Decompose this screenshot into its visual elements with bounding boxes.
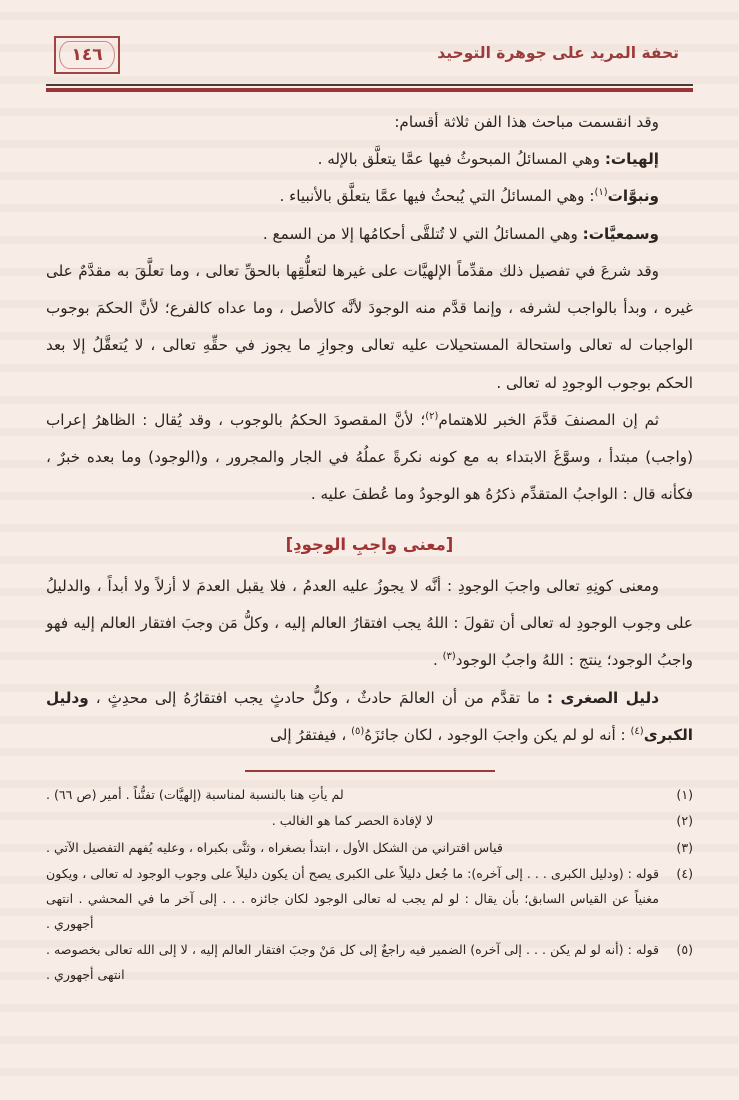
term-nubuwwat: ونبوَّات — [607, 187, 659, 206]
footnote-item — [46, 782, 693, 807]
footnote-ref-2[interactable]: (٢) — [425, 410, 439, 422]
running-title: تحفة المريد على جوهرة التوحيد — [437, 44, 679, 62]
paragraph-samiyyat — [46, 216, 693, 253]
term-dalil-sughra: دليل الصغرى : — [546, 688, 659, 707]
footnote-number: (١) — [676, 787, 693, 803]
footnote-item — [46, 835, 693, 860]
footnote-ref-4[interactable]: (٤) — [630, 725, 644, 737]
header-rule-thick — [46, 88, 693, 92]
page-number-frame — [54, 36, 120, 74]
page-header — [46, 0, 693, 92]
footnote-item — [46, 808, 693, 833]
paragraph-maana-text-after: . — [432, 651, 443, 670]
footnote-text: قوله : (أنه لو لم يكن . . . إلى آخره) الضمير فيه راجعٌ إلى كل مَنْ وجبَ افتقار العالم إليه ، لا إلى الله تعالى بخصوصه . انتهى أجهوري . — [46, 942, 659, 983]
footnote-ref-1[interactable]: (١) — [594, 187, 608, 199]
footnote-item — [46, 937, 693, 987]
paragraph-ilahiyat — [46, 141, 693, 178]
footnote-number: (٥) — [676, 942, 693, 958]
paragraph-nubuwwat-text: : وهي المسائلُ التي يُبحثُ فيها عمَّا يتعلَّق بالأنبياء . — [279, 187, 595, 206]
paragraph-ilahiyat-text: وهي المسائلُ المبحوثُ فيها عمَّا يتعلَّق بالإله . — [317, 150, 605, 169]
paragraph-maana — [46, 568, 693, 680]
paragraph-tafsil — [46, 253, 693, 402]
footnote-ref-5[interactable]: (٥) — [351, 725, 365, 737]
footnote-item — [46, 861, 693, 937]
paragraph-maana-text-before: ومعنى كونِهِ تعالى واجبَ الوجودِ : أنَّه لا يجوزُ عليه العدمُ ، فلا يقبل العدمَ لا أزلاً ولا أبداً ، والدليلُ على وجوب الوجودِ له تعالى أن تقولَ : اللهُ يجب افتقارُ العالم إليه ، وكلُّ مَن وجبَ افتقار العالم إليه فهو واجبُ الوجود؛ ينتج : اللهُ واجبُ الوجود — [46, 576, 693, 670]
paragraph-intro — [46, 104, 693, 141]
footnotes-area — [46, 772, 693, 988]
paragraph-samiyyat-text: وهي المسائلُ التي لا تُتلقَّى أحكامُها إلا من السمع . — [262, 224, 583, 243]
footnote-text: لم يأتِ هنا بالنسبة لمناسبة (إلهيَّات) تفنُّناً . أمير (ص ٦٦) . — [46, 787, 344, 803]
paragraph-nubuwwat — [46, 178, 693, 215]
footnote-ref-3[interactable]: (٣) — [442, 651, 456, 663]
paragraph-musannif-text-before: ثم إن المصنفَ قدَّمَ الخبر للاهتمام — [438, 410, 659, 429]
term-dalil-kubra: ودليل الكبرى — [46, 688, 693, 744]
paragraph-dalil-text-mid: : أنه لو لم يكن واجبَ الوجود ، لكان جائزَهُ — [364, 725, 631, 744]
footnote-number: (٤) — [676, 865, 693, 881]
header-rule-thin — [46, 84, 693, 86]
paragraph-dalil — [46, 680, 693, 754]
footnote-text: لا لإفادة الحصر كما هو الغالب . — [271, 813, 434, 829]
term-ilahiyat: إلهيات: — [604, 150, 659, 169]
footnote-text: قياس اقتراني من الشكل الأول ، ابتدأ بصغراه ، وثنَّى بكبراه ، وعليه يُفهم التفصيل الآتي . — [46, 839, 503, 855]
footnote-number: (٣) — [676, 839, 693, 855]
paragraph-dalil-text-before: ما تقدَّم من أن العالمَ حادثٌ ، وكلُّ حادثٍ يجب افتقارُهُ إلى محدِثٍ ، — [88, 688, 547, 707]
paragraph-intro-text: وقد انقسمت مباحث هذا الفن ثلاثة أقسام: — [394, 113, 659, 131]
paragraph-tafsil-text: وقد شرعَ في تفصيل ذلك مقدِّماً الإلهيَّات على غيرها لتعلُّقِها بالحقِّ تعالى ، وما تعلَّقَ به مقدَّمٌ على غيره ، وبدأ بالواجب لشرفه ، وإنما قدَّم منه الوجودَ لأنَّه كالأصل ، وما عداه كالفرع؛ لأنَّ الحكمَ بوجوب الواجبات له تعالى واستحالة المستحيلات عليه تعالى وجوازِ ما يجوز في حقِّهِ تعالى ، لا يُتعقَّلُ إلا بعد الحكم بوجوب الوجودِ له تعالى . — [46, 261, 693, 392]
paragraph-musannif — [46, 402, 693, 514]
footnote-text: قوله : (ودليل الكبرى . . . إلى آخره): ما جُعل دليلاً على الكبرى يصح أن يكون دليلاً على وجوب الوجود له تعالى ، ويكون مغنياً عن القياس السابق؛ بأن يقال : لو لم يجب له تعالى الوجود لكان جائزه . . . إلى آخر ما في المحشي . انتهى أجهوري . — [46, 865, 659, 932]
header-rule-group — [46, 84, 693, 93]
term-samiyyat: وسمعيَّات: — [582, 224, 659, 243]
footnote-number: (٢) — [676, 813, 693, 829]
page-number: ١٤٦ — [71, 44, 103, 65]
section-heading-maana-wajib-alwujud: [معنى واجبِ الوجودِ] — [285, 534, 454, 554]
body-text-area — [46, 92, 693, 754]
paragraph-musannif-text-after: ؛ لأنَّ المقصودَ الحكمُ بالوجوب ، وقد يُقال : الظاهرُ إعراب (واجب) مبتدأ ، وسوَّغَ الابتداء به مع كونه نكرةً عملُهُ في الجار والمجرور ، و(الوجود) وما بعده خبرٌ ، فكأنه قال : الواجبُ المتقدِّم ذكرُهُ هو الوجودُ وما عُطفَ عليه . — [46, 410, 693, 504]
paragraph-dalil-text-after: ، فيفتقرُ إلى — [270, 725, 352, 744]
